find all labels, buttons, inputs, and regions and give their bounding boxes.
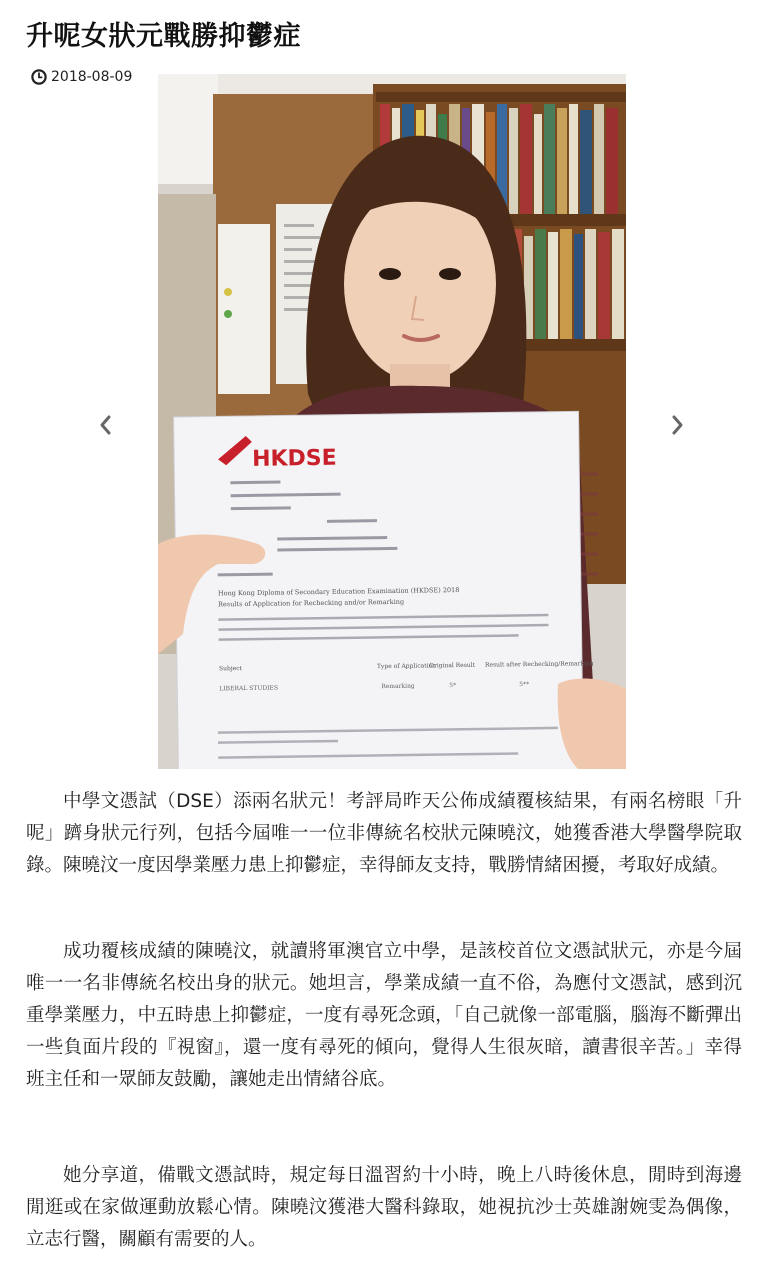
article-date: 2018-08-09 xyxy=(51,69,133,85)
letter-line-1: Hong Kong Diploma of Secondary Education Examination (HKDSE) 2018 xyxy=(217,586,460,598)
article-paragraph-2: 成功覆核成績的陳曉汶，就讀將軍澳官立中學，是該校首位文憑試狀元，亦是今屆唯一一名非傳統名校出身的狀元。她坦言，學業成績一直不俗，為應付文憑試，感到沉重學業壓力，中五時患上抑鬱症，一度有尋死念頭，「自己就像一部電腦，腦海不斷彈出一些負面片段的『視窗』，還一度有尋死的傾向，覺得人生很灰暗，讀書很辛苦。」幸得班主任和一眾師友鼓勵，讓她走出情緒谷底。 xyxy=(26,941,742,1090)
letter-table-after-header: Result after Rechecking/Remarking xyxy=(484,660,594,669)
carousel-next-button[interactable] xyxy=(666,410,690,440)
letter-table-after: 5** xyxy=(519,681,530,689)
article-photo xyxy=(158,74,626,769)
letter-line-2: Results of Application for Rechecking and/or Remarking xyxy=(218,597,405,609)
article-paragraph-3: 她分享道，備戰文憑試時，規定每日溫習約十小時，晚上八時後休息，閒時到海邊閒逛或在家做運動放鬆心情。陳曉汶獲港大醫科錄取，她視抗沙士英雄謝婉雯為偶像，立志行醫，關顧有需要的人。 xyxy=(26,1165,742,1250)
chevron-left-icon xyxy=(98,414,112,436)
letter-table-type-header: Type of Application xyxy=(376,662,437,671)
chevron-right-icon xyxy=(671,414,685,436)
letter-table-original: 5* xyxy=(449,682,457,690)
letter-table-subject-header: Subject xyxy=(218,665,243,673)
carousel-prev-button[interactable] xyxy=(93,410,117,440)
letter-table-type: Remarking xyxy=(381,682,415,691)
letter-table-original-header: Original Result xyxy=(428,661,476,670)
letter-logo: HKDSE xyxy=(251,445,337,472)
article-title: 升呢女狀元戰勝抑鬱症 xyxy=(26,21,301,52)
photo-illustration xyxy=(158,74,626,769)
photo-carousel xyxy=(0,74,763,769)
article-paragraph-1: 中學文憑試（DSE）添兩名狀元！考評局昨天公佈成績覆核結果，有兩名榜眼「升呢」躋身狀元行列，包括今屆唯一一位非傳統名校狀元陳曉汶，她獲香港大學醫學院取錄。陳曉汶一度因學業壓力患上抑鬱症，幸得師友支持，戰勝情緒困擾，考取好成績。 xyxy=(26,791,742,876)
letter-table-subject: LIBERAL STUDIES xyxy=(219,684,279,693)
